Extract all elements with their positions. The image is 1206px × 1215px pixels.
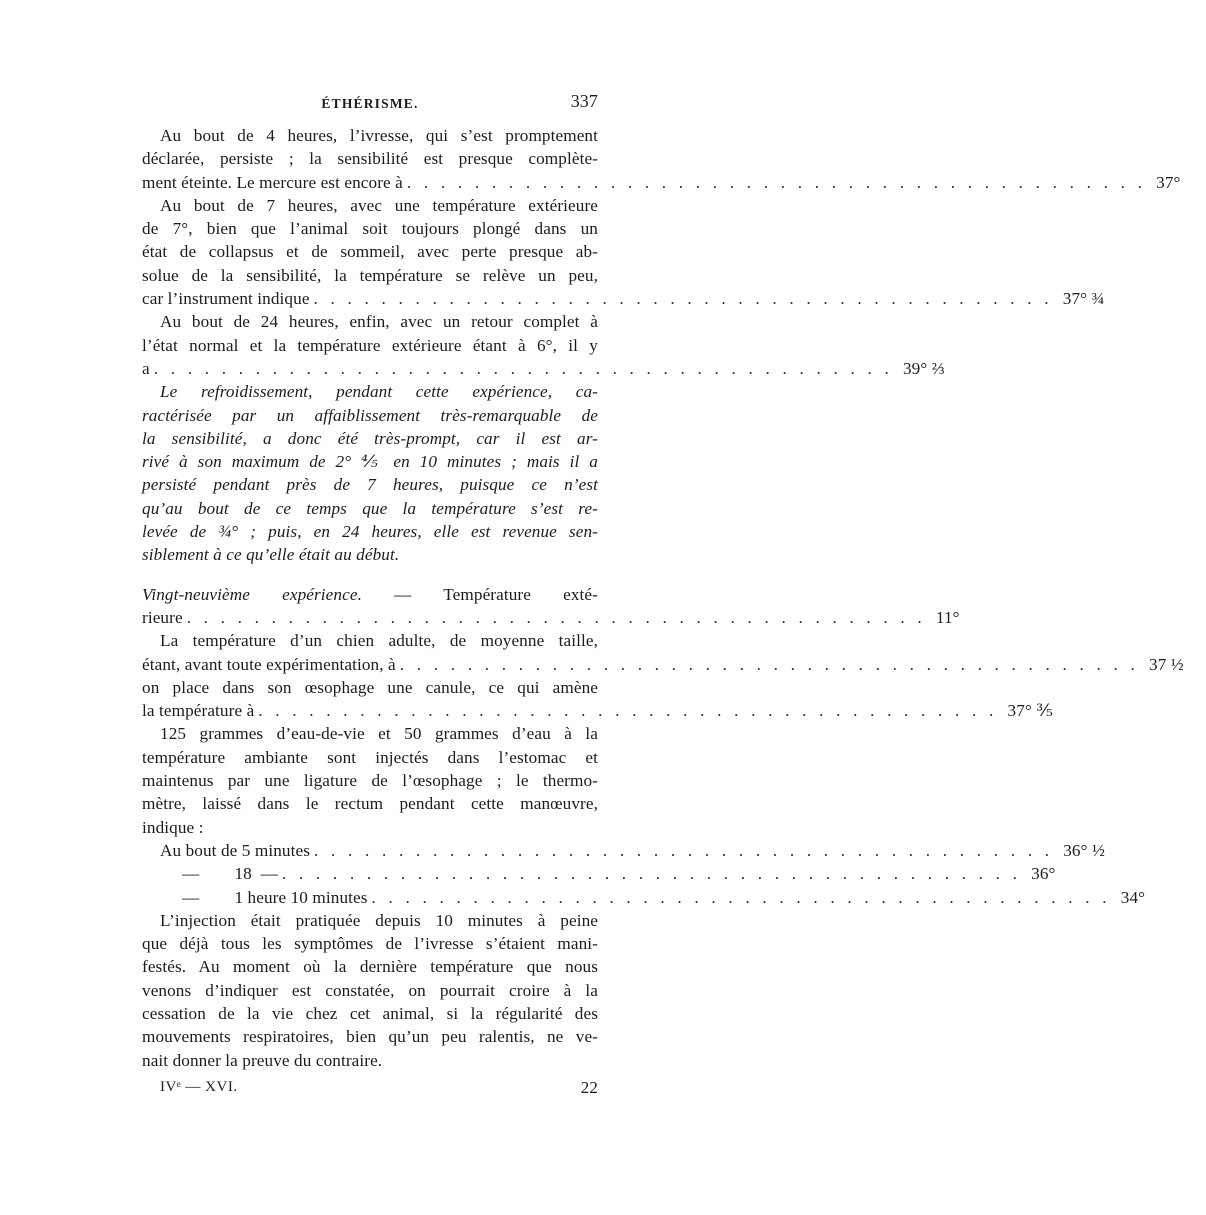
text-line: Au bout de 7 heures, avec une température extérieure <box>160 195 598 215</box>
text-line: 125 grammes d’eau-de-vie et 50 grammes d’eau à la <box>160 724 598 744</box>
temperature-value: 37° ¾ <box>1062 289 1105 309</box>
book-page <box>142 91 1184 1102</box>
leader-dots: . . . . . . . . . . . . . . . . . . . . . . . . . . . . . . . . . . . . . . . . . . . . <box>399 654 1140 674</box>
temperature-value: 39° ⅔ <box>902 358 945 378</box>
leader-line <box>142 287 1105 310</box>
running-head <box>142 92 598 118</box>
text-line: état de collapsus et de sommeil, avec perte presque ab- <box>142 242 598 262</box>
italic-line: rivé à son maximum de 2° ⅘ en 10 minutes ; mais il a <box>142 452 598 472</box>
leader-dots: . . . . . . . . . . . . . . . . . . . . . . . . . . . . . . . . . . . . . . . . . . . . <box>314 840 1054 860</box>
temperature-value: 37° <box>1156 172 1181 192</box>
text-line: mètre, laissé dans le rectum pendant cette manœuvre, <box>142 794 598 814</box>
leader-text: ment éteinte. Le mercure est encore à <box>142 172 403 192</box>
experience-title: Vingt-neuvième expérience. <box>142 584 362 604</box>
text-line: venons d’indiquer est constatée, on pourrait croire à la <box>142 980 598 1000</box>
text-line: Au bout de 4 heures, l’ivresse, qui s’est promptement <box>160 126 598 145</box>
text-line: cessation de la vie chez cet animal, si la régularité des <box>142 1003 598 1023</box>
leader-dots: . . . . . . . . . . . . . . . . . . . . . . . . . . . . . . . . . . . . . . . . . . . . <box>186 607 926 627</box>
text-line: que déjà tous les symptômes de l’ivresse s’étaient mani- <box>142 934 598 954</box>
temperature-value: 36° <box>1031 864 1056 884</box>
leader-text: a <box>142 358 150 378</box>
italic-line: ractérisée par un affaiblissement très-remarquable de <box>142 405 598 425</box>
text-line: de 7°, bien que l’animal soit toujours plongé dans un <box>142 219 598 239</box>
italic-line: levée de ¾° ; puis, en 24 heures, elle est revenue sen- <box>142 522 598 542</box>
signature-mark: IVᵉ — XVI. <box>160 1078 238 1095</box>
leader-dots: . . . . . . . . . . . . . . . . . . . . . . . . . . . . . . . . . . . . . . . . . . . . <box>406 172 1147 192</box>
text-line: La température d’un chien adulte, de moyenne taille, <box>160 631 598 651</box>
sheet-number: 22 <box>580 1077 598 1097</box>
leader-line <box>142 357 945 380</box>
leader-text: étant, avant toute expérimentation, à <box>142 654 396 674</box>
text-line: indique : <box>142 817 204 837</box>
text-line: température ambiante sont injectés dans l’estomac et <box>142 747 598 767</box>
leader-text: — 1 heure 10 minutes <box>182 887 368 907</box>
italic-line: siblement à ce qu’elle était au début. <box>142 545 400 565</box>
leader-line <box>142 886 1146 909</box>
page-number: 337 <box>570 91 598 111</box>
text-line: L’injection était pratiquée depuis 10 minutes à peine <box>160 910 598 930</box>
text-line: on place dans son œsophage une canule, ce qui amène <box>142 677 598 697</box>
leader-dots: . . . . . . . . . . . . . . . . . . . . . . . . . . . . . . . . . . . . . . . . . . . . <box>153 358 893 378</box>
leader-text: rieure <box>142 607 183 627</box>
text-line: mouvements respiratoires, bien qu’un peu ralentis, ne ve- <box>142 1027 598 1047</box>
leader-dots: . . . . . . . . . . . . . . . . . . . . . . . . . . . . . . . . . . . . . . . . . . . . <box>258 701 998 721</box>
leader-text: — 18 — <box>182 864 278 884</box>
leader-dots: . . . . . . . . . . . . . . . . . . . . . . . . . . . . . . . . . . . . . . . . . . . . <box>281 864 1022 884</box>
temperature-value: 37 ½ <box>1149 654 1184 674</box>
leader-dots: . . . . . . . . . . . . . . . . . . . . . . . . . . . . . . . . . . . . . . . . . . . . <box>371 887 1111 907</box>
leader-text: la température à <box>142 701 255 721</box>
leader-line <box>142 653 1184 676</box>
text-line: déclarée, persiste ; la sensibilité est presque complète- <box>142 149 598 169</box>
text-line: l’état normal et la température extérieure étant à 6°, il y <box>142 335 598 355</box>
page-footer <box>142 1076 598 1102</box>
temperature-value: 37° ⅗ <box>1007 701 1054 721</box>
text-line: festés. Au moment où la dernière température que nous <box>142 957 598 977</box>
temperature-value: 34° <box>1120 887 1146 907</box>
italic-line: Le refroidissement, pendant cette expérience, ca- <box>160 382 598 402</box>
leader-line <box>142 699 1054 722</box>
leader-line <box>142 171 1181 194</box>
temperature-value: 36° ½ <box>1063 840 1105 860</box>
italic-line: persisté pendant près de 7 heures, puisque ce n’est <box>142 475 598 495</box>
italic-line: la sensibilité, a donc été très-prompt, car il est ar- <box>142 428 598 448</box>
running-title: ÉTHÉRISME. <box>321 96 419 111</box>
experience-heading <box>142 583 598 606</box>
text-line: solue de la sensibilité, la température se relève un peu, <box>142 265 598 285</box>
leader-line <box>142 862 1056 885</box>
text-line: maintenus par une ligature de l’œsophage ; le thermo- <box>142 771 598 791</box>
leader-text: Au bout de 5 minutes <box>160 840 310 860</box>
section-gap <box>142 567 598 583</box>
temperature-value: 11° <box>935 607 960 627</box>
leader-dots: . . . . . . . . . . . . . . . . . . . . . . . . . . . . . . . . . . . . . . . . . . . . <box>313 289 1053 309</box>
leader-text: car l’instrument indique <box>142 289 310 309</box>
leader-line <box>142 606 960 629</box>
leader-line <box>142 839 1105 862</box>
heading-rest: — Température exté- <box>361 584 598 604</box>
italic-line: qu’au bout de ce temps que la température s’est re- <box>142 498 598 518</box>
text-line: nait donner la preuve du contraire. <box>142 1050 383 1070</box>
text-line: Au bout de 24 heures, enfin, avec un retour complet à <box>160 312 598 332</box>
